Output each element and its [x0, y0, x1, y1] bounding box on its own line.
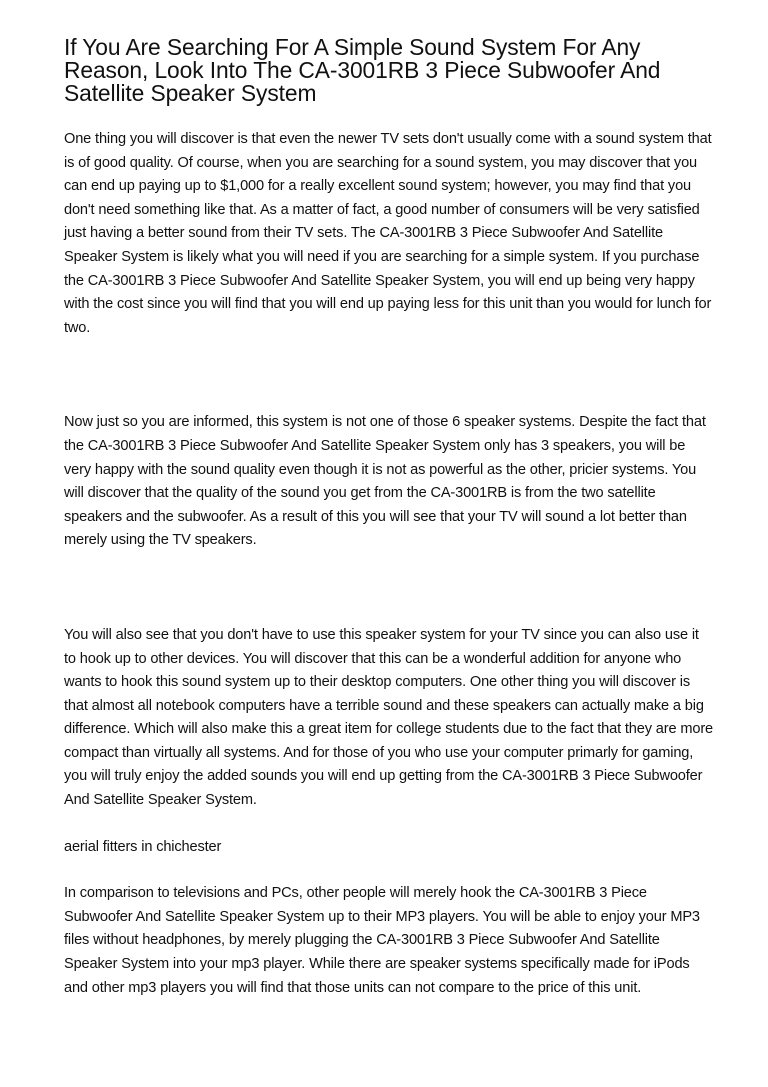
spacer [64, 859, 714, 882]
paragraph-2: Now just so you are informed, this system is not one of those 6 speaker systems. Despite the fact that the CA-3001RB 3 Piece Subwoofer And Satellite Speaker System only has 3 speakers, you will be very happy with the sound quality even though it is not as powerful as the other, pricier systems. You will discover that the quality of the sound you get from the CA-3001RB is from the two satellite speakers and the subwoofer. As a result of this you will see that your TV will sound a lot better than merely using the TV speakers. [64, 414, 706, 549]
anchor-text-line: aerial fitters in chichester [64, 838, 222, 855]
spacer [64, 340, 714, 411]
page-title: If You Are Searching For A Simple Sound System For Any Reason, Look Into The CA-3001RB 3 Piece Subwoofer And Satellite Speaker System [64, 34, 661, 106]
spacer [64, 813, 714, 836]
spacer [64, 553, 714, 624]
paragraph-5: In comparison to televisions and PCs, other people will merely hook the CA-3001RB 3 Piece Subwoofer And Satellite Speaker System up to their MP3 players. You will be able to enjoy your MP3 files without headphones, by merely plugging the CA-3001RB 3 Piece Subwoofer And Satellite Speaker System into your mp3 player. While there are speaker systems specifically made for iPods and other mp3 players you will find that those units can not compare to the price of this unit. [64, 885, 700, 996]
document-page [64, 36, 714, 1000]
paragraph-3: You will also see that you don't have to use this speaker system for your TV since you can also use it to hook up to other devices. You will discover that this can be a wonderful addition for anyone who wants to hook this sound system up to their desktop computers. One other thing you will discover is that almost all notebook computers have a terrible sound and these speakers can actually make a big difference. Which will also make this a great item for college students due to the fact that they are more compact than virtually all systems. And for those of you who use your computer primarly for gaming, you will truly enjoy the added sounds you will end up getting from the CA-3001RB 3 Piece Subwoofer And Satellite Speaker System. [64, 626, 713, 809]
paragraph-1: One thing you will discover is that even the newer TV sets don't usually come with a sound system that is of good quality. Of course, when you are searching for a sound system, you may discover that you can end up paying up to $1,000 for a really excellent sound system; however, you may find that you don't need something like that. As a matter of fact, a good number of consumers will be very satisfied just having a better sound from their TV sets. The CA-3001RB 3 Piece Subwoofer And Satellite Speaker System is likely what you will need if you are searching for a simple system. If you purchase the CA-3001RB 3 Piece Subwoofer And Satellite Speaker System, you will end up being very happy with the cost since you will find that you will end up paying less for this unit than you would for lunch for two. [64, 131, 712, 336]
